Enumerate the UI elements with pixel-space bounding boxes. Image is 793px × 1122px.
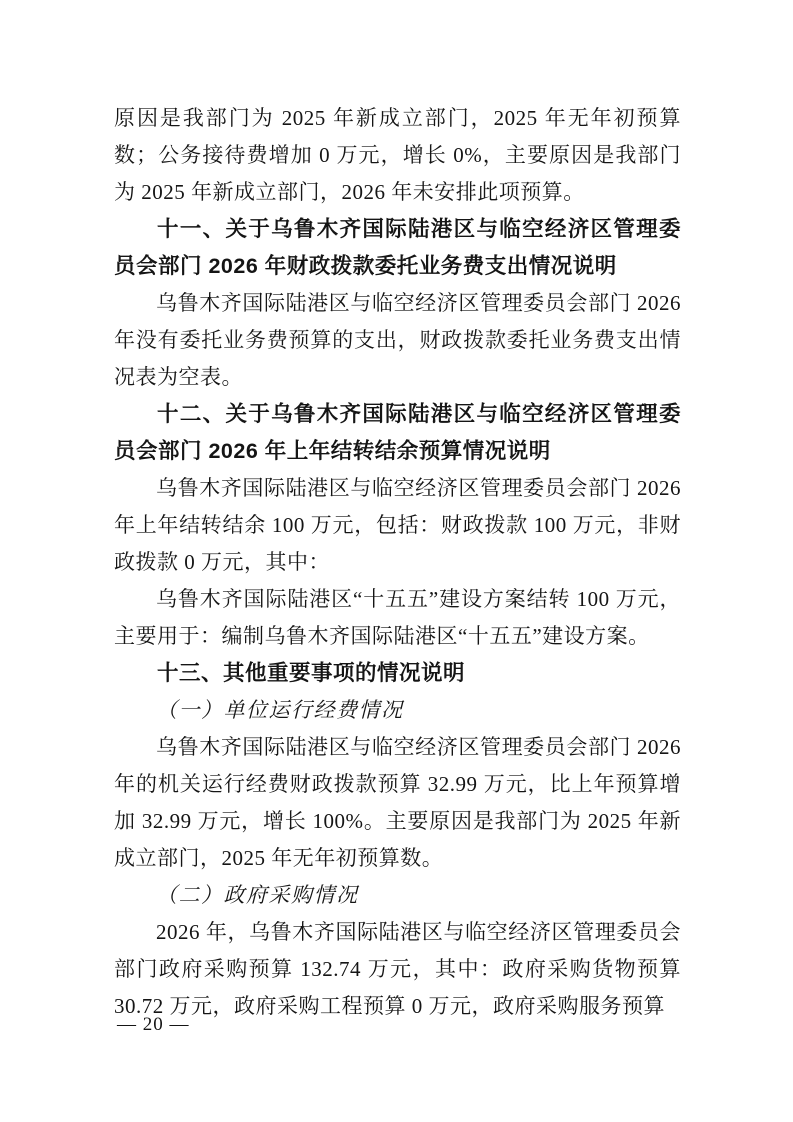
paragraph-operating-expenses: 乌鲁木齐国际陆港区与临空经济区管理委员会部门 2026 年的机关运行经费财政拨款预算 32.99 万元，比上年预算增加 32.99 万元，增长 100%。主要原因是我部门为 2025 年新成立部门，2025 年无年初预算数。 (114, 735, 681, 870)
subsection-heading-operating-expenses: （一）单位运行经费情况 (156, 698, 404, 722)
section-heading-twelve: 十二、关于乌鲁木齐国际陆港区与临空经济区管理委员会部门 2026 年上年结转结余预算情况说明 (114, 402, 681, 463)
paragraph-entrusted-business-fees: 乌鲁木齐国际陆港区与临空经济区管理委员会部门 2026 年没有委托业务费预算的支出，财政拨款委托业务费支出情况表为空表。 (114, 291, 681, 389)
page-number: — 20 — (117, 1014, 190, 1035)
paragraph-continuation: 原因是我部门为 2025 年新成立部门，2025 年无年初预算数；公务接待费增加 0 万元，增长 0%，主要原因是我部门为 2025 年新成立部门，2026 年未安排此项预算。 (114, 106, 681, 204)
section-heading-eleven: 十一、关于乌鲁木齐国际陆港区与临空经济区管理委员会部门 2026 年财政拨款委托业务费支出情况说明 (114, 217, 681, 278)
section-heading-thirteen: 十三、其他重要事项的情况说明 (157, 661, 466, 685)
subsection-heading-government-procurement: （二）政府采购情况 (156, 883, 359, 907)
paragraph-government-procurement: 2026 年，乌鲁木齐国际陆港区与临空经济区管理委员会部门政府采购预算 132.74 万元，其中：政府采购货物预算 30.72 万元，政府采购工程预算 0 万元，政府采购服务预算 (114, 920, 681, 1018)
paragraph-carryover-surplus-total: 乌鲁木齐国际陆港区与临空经济区管理委员会部门 2026 年上年结转结余 100 万元，包括：财政拨款 100 万元，非财政拨款 0 万元，其中： (114, 476, 681, 574)
page-footer (117, 1014, 190, 1036)
paragraph-carryover-surplus-detail: 乌鲁木齐国际陆港区“十五五”建设方案结转 100 万元，主要用于：编制乌鲁木齐国际陆港区“十五五”建设方案。 (114, 587, 681, 648)
document-body (114, 100, 681, 1025)
